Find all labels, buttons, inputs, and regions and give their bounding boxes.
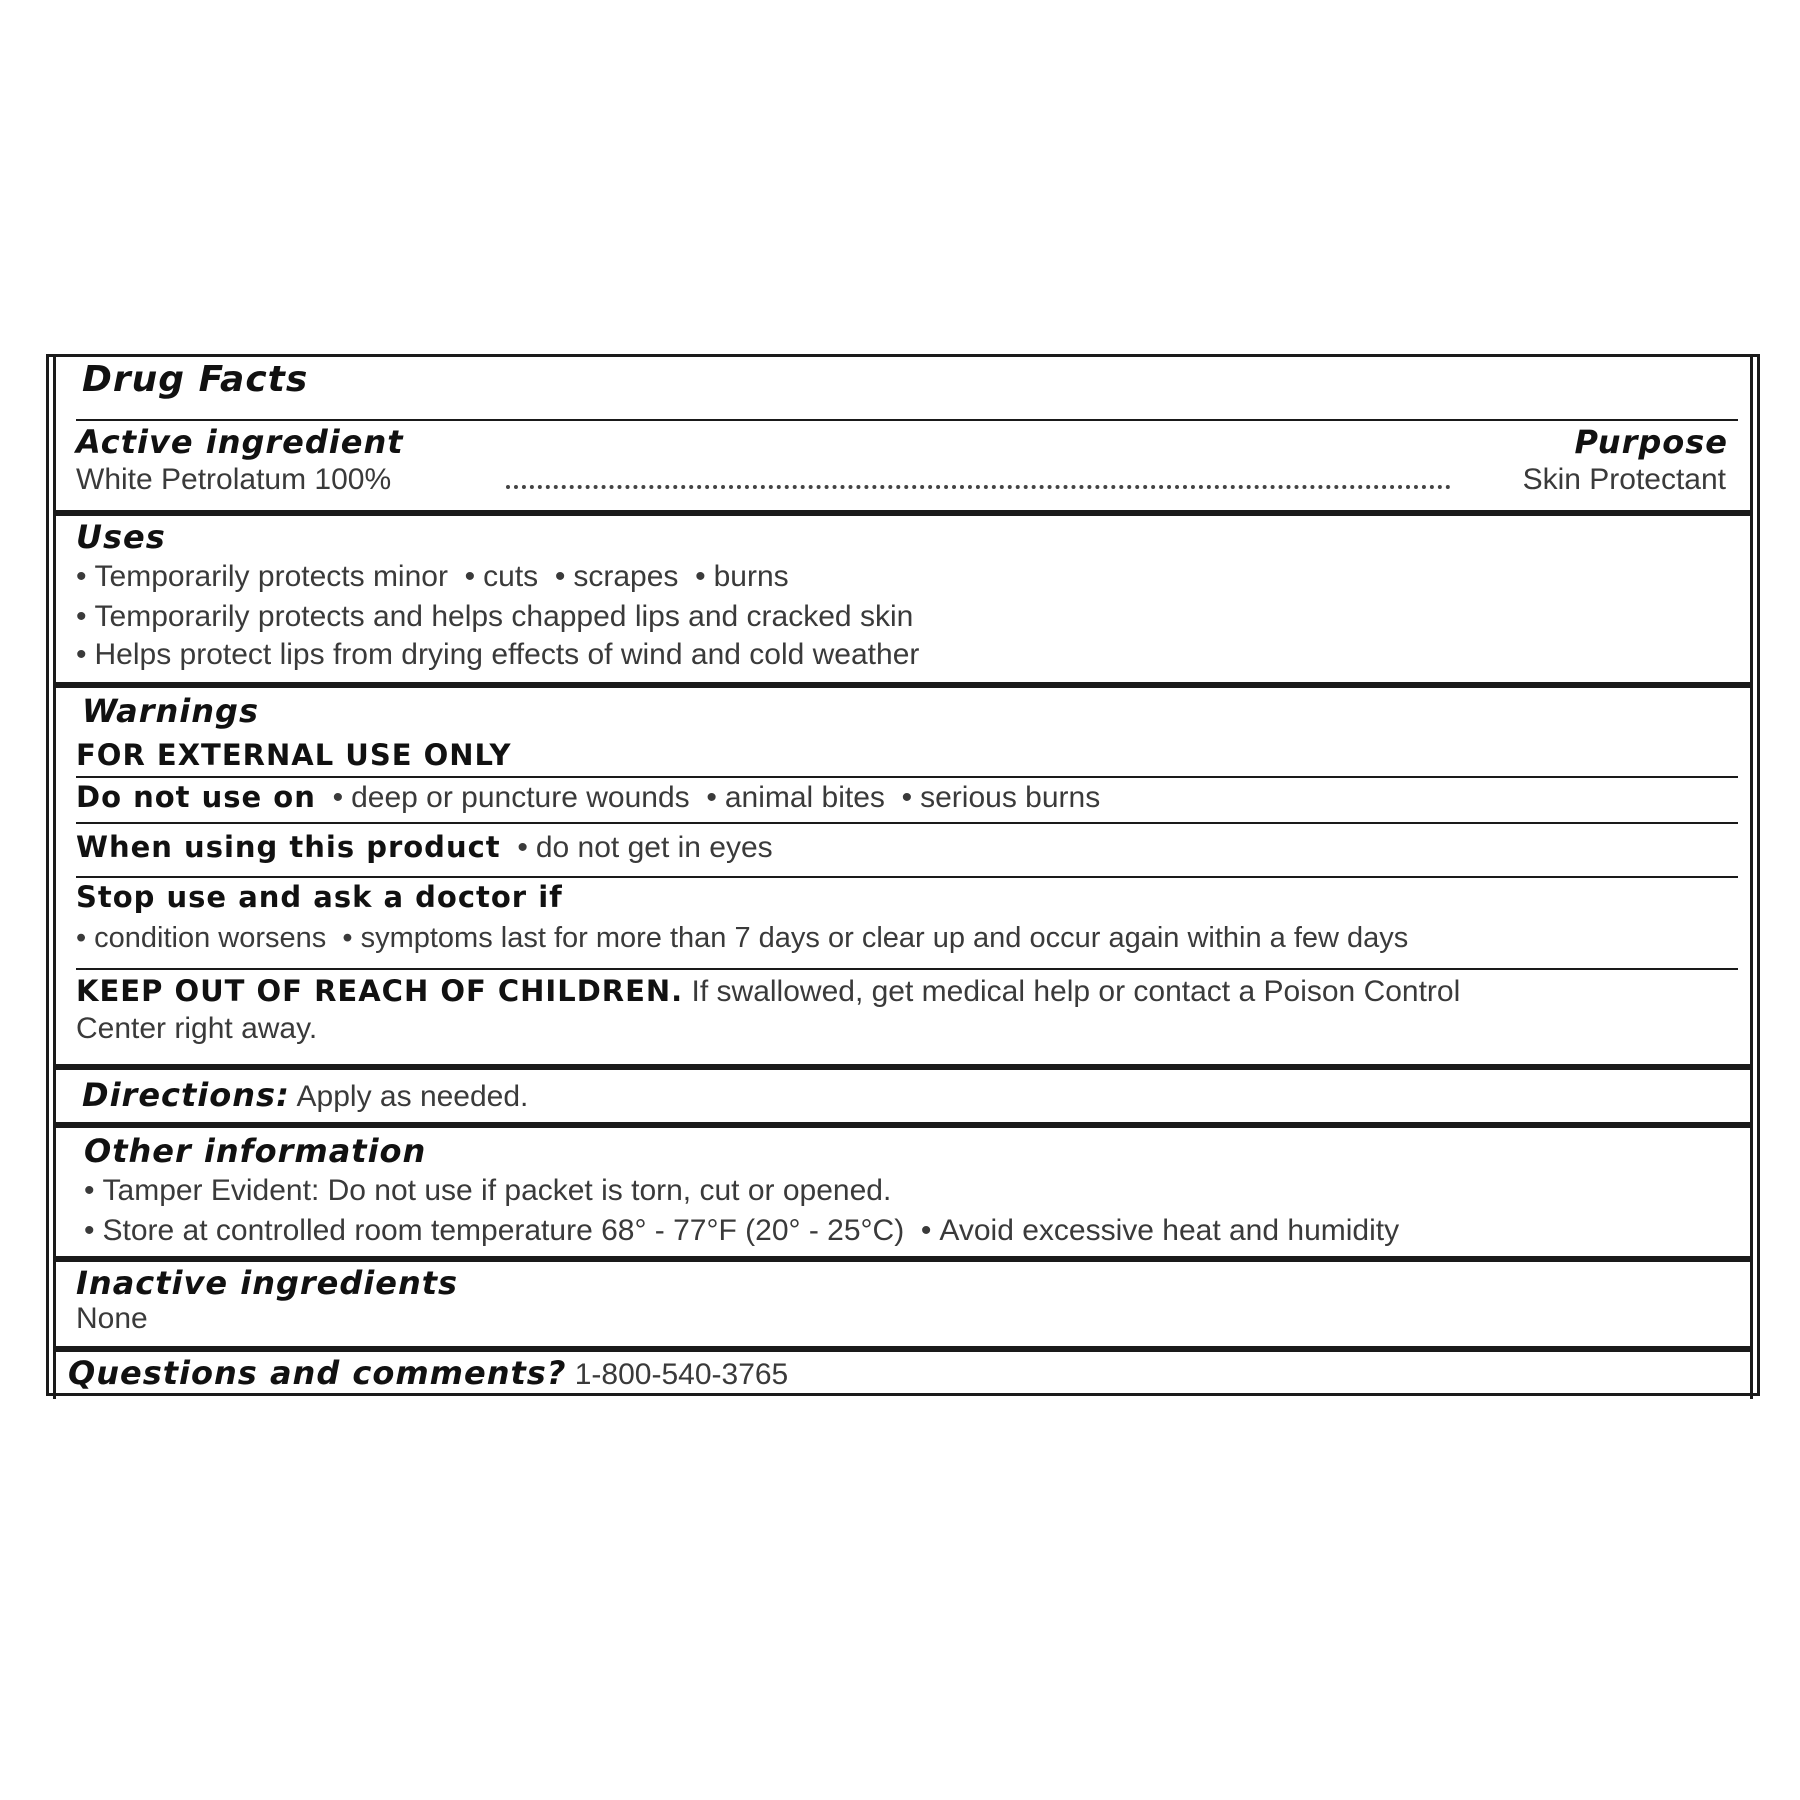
warnings-divider [76, 822, 1738, 824]
warnings-divider [76, 876, 1738, 878]
other-line-2: • Store at controlled room temperature 68° - 77°F (20° - 25°C) • Avoid excessive heat and humidity [84, 1214, 1400, 1247]
warnings-divider [76, 776, 1738, 778]
drug-facts-label [46, 354, 1760, 1396]
warnings-heading: Warnings [82, 692, 259, 730]
when-using-row: When using this product • do not get in eyes [76, 830, 773, 864]
active-ingredient-panel [53, 357, 1753, 513]
bullet-icon: • [76, 922, 87, 954]
uses-line-1: • Temporarily protects minor • cuts • scrapes • burns [76, 560, 789, 593]
bullet-icon: • [84, 1214, 95, 1247]
bullet-icon: • [342, 922, 353, 954]
other-information-panel [53, 1125, 1753, 1259]
stop-use-row: • condition worsens • symptoms last for more than 7 days or clear up and occur again within a few days [76, 922, 1409, 954]
keep-out-row: KEEP OUT OF REACH OF CHILDREN. If swallowed, get medical help or contact a Poison Control [76, 974, 1461, 1008]
bullet-icon: • [554, 560, 566, 593]
bullet-icon: • [517, 831, 528, 864]
bullet-icon: • [920, 1214, 932, 1247]
bullet-icon: • [332, 781, 344, 814]
external-use-only: FOR EXTERNAL USE ONLY [76, 738, 512, 772]
uses-line-3: • Helps protect lips from drying effects of wind and cold weather [76, 638, 920, 671]
questions-panel [53, 1349, 1753, 1399]
bullet-icon: • [84, 1174, 95, 1207]
bullet-icon: • [76, 638, 87, 671]
inactive-ingredients-panel [53, 1259, 1753, 1349]
bullet-icon: • [901, 781, 913, 814]
warnings-divider [76, 968, 1738, 970]
other-information-heading: Other information [84, 1132, 427, 1170]
do-not-use-row: Do not use on • deep or puncture wounds • animal bites • serious burns [76, 780, 1101, 814]
bullet-icon: • [76, 560, 87, 593]
uses-heading: Uses [76, 518, 166, 556]
uses-panel [53, 513, 1753, 685]
keep-out-row-2: Center right away. [76, 1012, 318, 1045]
inactive-ingredients-heading: Inactive ingredients [76, 1264, 459, 1302]
uses-line-2: • Temporarily protects and helps chapped lips and cracked skin [76, 600, 914, 633]
bullet-icon: • [464, 560, 476, 593]
directions-panel [53, 1067, 1753, 1125]
leader-dots [506, 485, 1451, 489]
title-divider [76, 419, 1738, 421]
drug-facts-title: Drug Facts [82, 359, 309, 400]
active-ingredient-name: White Petrolatum 100% [76, 463, 392, 496]
purpose-heading: Purpose [1574, 423, 1728, 461]
questions-row: Questions and comments? 1-800-540-3765 [68, 1354, 789, 1392]
bullet-icon: • [706, 781, 717, 814]
other-line-1: • Tamper Evident: Do not use if packet is torn, cut or opened. [84, 1174, 892, 1207]
active-ingredient-heading: Active ingredient [76, 423, 404, 461]
inactive-ingredients-text: None [76, 1302, 148, 1335]
bullet-icon: • [695, 560, 706, 593]
active-ingredient-row [76, 463, 1726, 497]
active-ingredient-purpose: Skin Protectant [1522, 463, 1726, 496]
bullet-icon: • [76, 600, 87, 633]
stop-use-heading: Stop use and ask a doctor if [76, 880, 563, 914]
directions-row: Directions: Apply as needed. [82, 1076, 529, 1114]
warnings-panel [53, 685, 1753, 1067]
